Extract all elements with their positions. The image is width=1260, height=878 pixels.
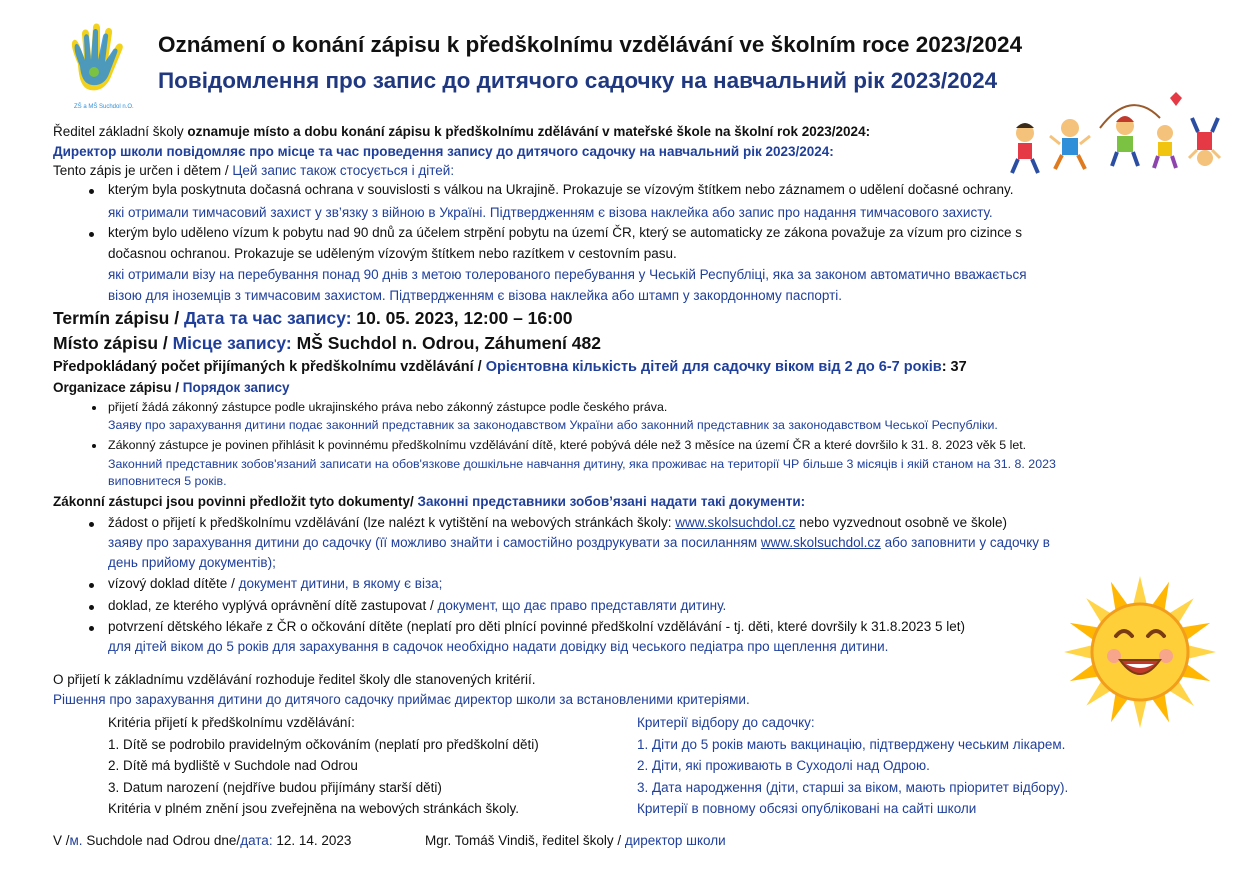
term-value: 10. 05. 2023, 12:00 – 16:00 (351, 308, 573, 328)
intro-line-1 (53, 124, 870, 139)
documents-item-1-ua-c: день прийому документів); (108, 555, 276, 570)
footer-place-ua: м. (69, 833, 83, 848)
criteria-cz-footer: Kritéria v plném znění jsou zveřejněna na webových stránkách školy. (108, 801, 519, 816)
footer-place-date (53, 833, 351, 848)
documents-title (53, 494, 805, 509)
documents-item-1-cz (108, 515, 1007, 530)
organization-title-cz: Organizace zápisu / (53, 380, 183, 395)
footer-signer-ua: директор школи (624, 833, 726, 848)
footer-date-value: 12. 14. 2023 (272, 833, 352, 848)
documents-item-4-ua: для дітей віком до 5 років для зарахування в садочок необхідно надати довідку від чеського педіатра про щеплення дитини. (108, 639, 889, 654)
organization-1-cz: přijetí žádá zákonný zástupce podle ukrajinského práva nebo zákonný zástupce podle českého práva. (108, 400, 668, 414)
title-czech: Oznámení o konání zápisu k předškolnímu vzdělávání ve školním roce 2023/2024 (158, 32, 1023, 57)
documents-item-1-cz-a: žádost o přijetí k předškolnímu vzdělávání (lze nalézt k vytištění na webových stránkách školy: (108, 515, 676, 530)
documents-item-1-cz-b: nebo vyzvednout osobně ve škole) (795, 515, 1007, 530)
place-line (53, 333, 601, 354)
organization-2-cz: Zákonný zástupce je povinen přihlásit k povinnému předškolnímu vzdělávání dítě, které pobývá déle než 3 měsíce na území ČR a které dovršilo k 31. 8. 2023 věk 5 let. (108, 438, 1027, 452)
bullet (89, 626, 94, 631)
documents-item-3 (108, 598, 726, 613)
logo-caption: ZŠ a MŠ Suchdol n.O. (74, 104, 134, 110)
criteria-ua-list (637, 712, 1068, 820)
criteria-ua-footer: Критерії в повному обсязі опубліковані на сайті школи (637, 801, 977, 816)
footer-signature (425, 833, 726, 848)
organization-2-ua-2: виповнитеся 5 років. (108, 474, 227, 488)
bullet (89, 605, 94, 610)
intro-bold: oznamuje místo a dobu konání zápisu k předškolnímu zdělávání v mateřské škole na školní rok 2023/2024: (187, 124, 871, 139)
sun-ray (1185, 645, 1216, 660)
eligibility-1-ua: які отримали тимчасовий захист у зв’язку з війною в Україні. Підтвердженням є візова наклейка або запис про надання тимчасового захисту. (108, 205, 993, 220)
documents-title-ua: Законні представники зобов’язані надати такі документи: (417, 494, 806, 509)
intro-line-2: Директор школи повідомляє про місце та час проведення запису до дитячого садочку на навчальний рік 2023/2024: (53, 144, 834, 159)
criteria-intro-cz: O přijetí k základnímu vzdělávání rozhoduje ředitel školy dle stanovených kritérií. (53, 672, 536, 687)
documents-item-3-ua: документ, що дає право представляти дитину. (437, 598, 727, 613)
criteria-cz-item: 2. Dítě má bydliště v Suchdole nad Odrou (108, 758, 358, 773)
criteria-cz-item: 3. Datum narození (nejdříve budou přijímány starší děti) (108, 779, 442, 795)
criteria-ua-item: 1. Діти до 5 років мають вакцинацію, підтверджену чеським лікарем. (637, 736, 1066, 752)
term-line (53, 308, 572, 329)
criteria-cz-list (108, 712, 539, 820)
intro-line-3-ua: Цей запис також стосується і дітей: (232, 163, 455, 178)
count-line (53, 359, 967, 375)
count-value: : 37 (941, 359, 967, 375)
criteria-cz-item: 1. Dítě se podrobilo pravidelným očkováním (neplatí pro předškolní děti) (108, 736, 539, 752)
place-label-cz: Místo zápisu / (53, 333, 173, 353)
bullet (89, 522, 94, 527)
footer-place-b: Suchdole nad Odrou dne/ (82, 833, 241, 848)
footer-signer: Mgr. Tomáš Vindiš, ředitel školy / (425, 833, 625, 848)
eligibility-2-ua-1: які отримали візу на перебування понад 90 днів з метою толерованого перебування у Чеській Республіці, яка за законом автоматично вважається (108, 267, 1027, 282)
organization-1-ua: Заяву про зарахування дитини подає законний представник за законодавством України або законний представник за законодавством Чеської Республіки. (108, 418, 998, 432)
school-website-link[interactable]: www.skolsuchdol.cz (675, 515, 796, 530)
criteria-ua-item: 3. Дата народження (діти, старші за віком, мають пріоритет відбору). (637, 779, 1069, 795)
footer-date-ua: дата: (240, 833, 273, 848)
sun-ray (1064, 645, 1095, 660)
sun-ray (1133, 576, 1148, 607)
documents-item-2-cz: vízový doklad dítěte / (108, 576, 239, 591)
criteria-ua-heading: Критерії відбору до садочку: (637, 715, 815, 730)
eligibility-1-cz: kterým byla poskytnuta dočasná ochrana v souvislosti s válkou na Ukrajině. Prokazuje se vízovým štítkem nebo záznamem o udělení dočasné ochrany. (108, 182, 1014, 197)
children-illustration (1000, 88, 1230, 183)
school-website-link-ua[interactable]: www.skolsuchdol.cz (760, 535, 881, 550)
bullet (89, 583, 94, 588)
count-label-cz: Předpokládaný počet přijímaných k předškolnímu vzdělávání / (53, 359, 486, 375)
eligibility-2-cz-1: kterým bylo uděleno vízum k pobytu nad 90 dnů za účelem strpění pobytu na území ČR, který se automaticky ze zákona považuje za vízum pro cizince s (108, 225, 1022, 240)
documents-item-4-cz: potvrzení dětského lékaře z ČR o očkování dítěte (neplatí pro děti plnící povinné předškolní vzdělávání - tj. děti, které dovršily k 31.8.2023 5 let) (108, 619, 965, 634)
bullet (89, 189, 94, 194)
sun-illustration (1060, 572, 1220, 732)
intro-line-3 (53, 163, 454, 178)
term-label-ua: Дата та час запису: (183, 308, 352, 328)
organization-title (53, 380, 290, 395)
bullet (89, 232, 94, 237)
documents-item-1-ua-b: або заповнити у садочку в (880, 535, 1050, 550)
documents-title-cz: Zákonní zástupci jsou povinni předložit tyto dokumenty/ (53, 494, 418, 509)
documents-item-1-ua-a: заяву про зарахування дитини до садочку (її можливо знайти і самостійно роздрукувати за посиланням (108, 535, 761, 550)
eligibility-2-ua-2: візою для іноземців з тимчасовим захистом. Підтвердженням є візова наклейка або штамп у закордонному паспорті. (108, 288, 843, 303)
bullet (92, 406, 96, 410)
sun-ray (1133, 697, 1148, 728)
organization-title-ua: Порядок запису (182, 380, 290, 395)
title-ukrainian: Повідомлення про запис до дитячого садочку на навчальний рік 2023/2024 (158, 68, 998, 93)
criteria-intro-ua: Рішення про зарахування дитини до дитячого садочку приймає директор школи за встановленими критеріями. (53, 692, 750, 707)
documents-item-2 (108, 576, 442, 591)
criteria-ua-item: 2. Діти, які проживають в Суходолі над Одрою. (637, 758, 930, 773)
bullet (92, 444, 96, 448)
footer-place-a: V / (53, 833, 70, 848)
term-label-cz: Termín zápisu / (53, 308, 184, 328)
intro-prefix: Ředitel základní školy (53, 124, 188, 139)
count-label-ua: Орієнтовна кількість дітей для садочку віком від 2 до 6-7 років (485, 359, 942, 375)
documents-item-1-ua (108, 535, 1050, 550)
documents-item-3-cz: doklad, ze kterého vyplývá oprávnění dítě zastupovat / (108, 598, 438, 613)
place-value: MŠ Suchdol n. Odrou, Záhumení 482 (291, 333, 601, 353)
eligibility-2-cz-2: dočasnou ochranou. Prokazuje se uděleným vízovým štítkem nebo razítkem v cestovním pasu. (108, 246, 677, 261)
organization-2-ua-1: Законний представник зобов'язаний записати на обов'язкове дошкільне навчання дитину, яка проживає на території ЧР більше 3 місяців і якій станом на 31. 8. 2023 (108, 457, 1056, 471)
criteria-cz-heading: Kritéria přijetí k předškolnímu vzdělávání: (108, 715, 355, 730)
place-label-ua: Місце запису: (172, 333, 292, 353)
intro-line-3-cz: Tento zápis je určen i dětem / (53, 163, 233, 178)
school-logo (60, 20, 140, 115)
documents-item-2-ua: документ дитини, в якому є віза; (238, 576, 443, 591)
